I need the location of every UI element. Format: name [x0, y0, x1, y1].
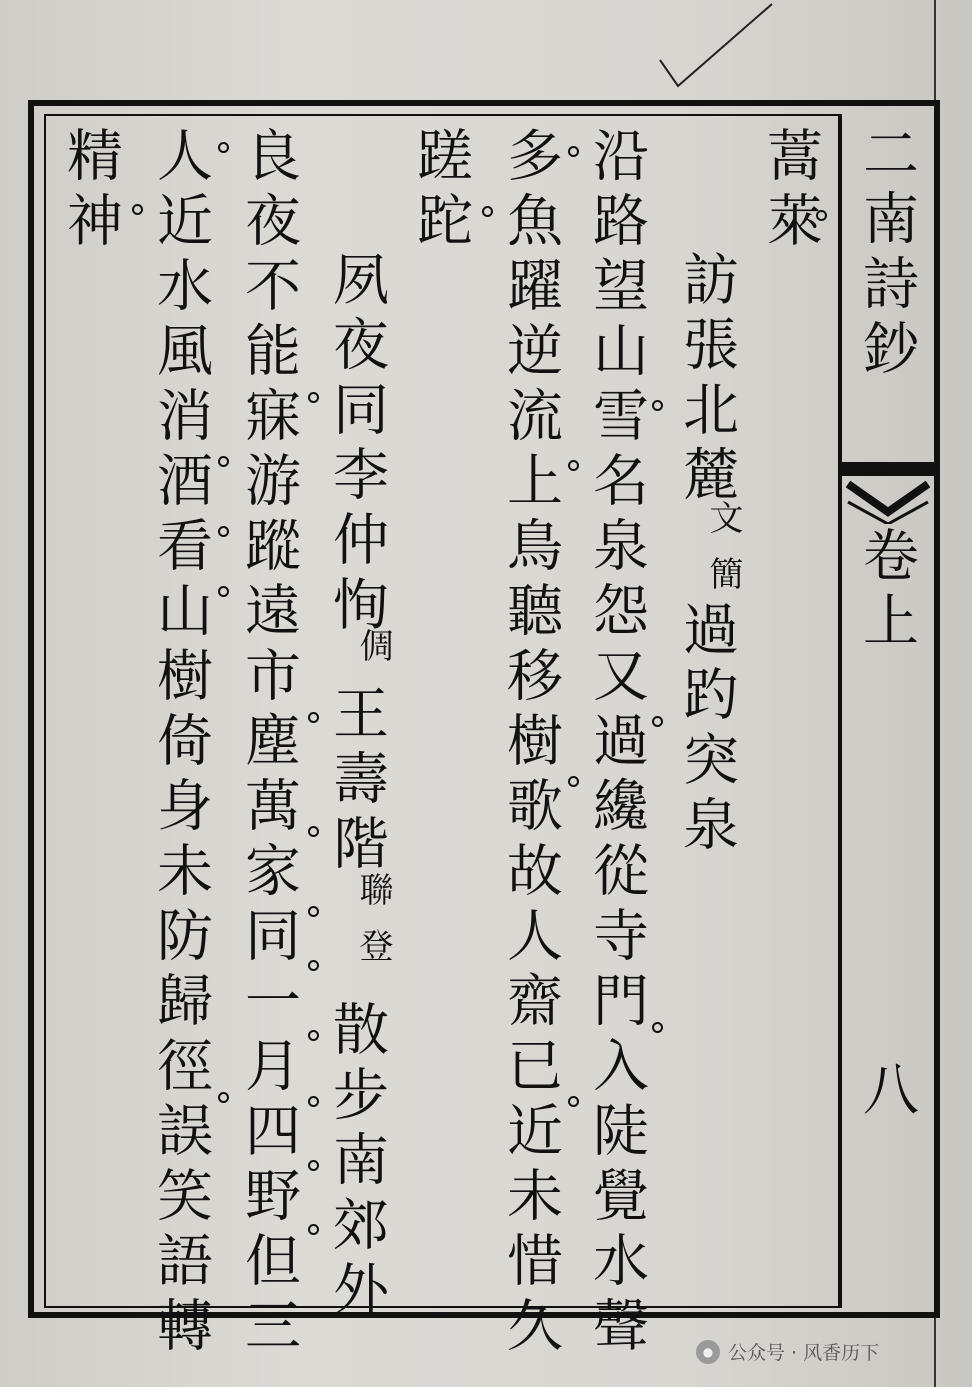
poem-title-continued: 過趵突泉	[674, 600, 739, 860]
punctuation-circle	[568, 146, 579, 157]
punctuation-circle	[132, 204, 143, 215]
punctuation-circle	[308, 1096, 319, 1107]
centerfold-line	[840, 114, 842, 1308]
page-number: 八	[854, 1060, 919, 1125]
punctuation-circle	[652, 1022, 663, 1033]
author-note: 文簡	[703, 500, 743, 612]
punctuation-circle	[308, 392, 319, 403]
volume-label: 卷上	[854, 526, 919, 656]
punctuation-circle	[652, 716, 663, 727]
text-column-5: 良夜不能寐游蹤遠市塵萬家同一月四野但三	[236, 126, 301, 1361]
punctuation-circle	[218, 456, 229, 467]
punctuation-circle	[308, 960, 319, 971]
pen-stroke-mark	[640, 0, 780, 100]
punctuation-circle	[218, 142, 229, 153]
text-column-2: 沿路望山雪名泉怨又過纔從寺門入陡覺水聲	[584, 126, 649, 1361]
author-note-3: 聯登	[353, 872, 393, 984]
punctuation-circle	[482, 206, 493, 217]
poem-title: 訪張北麓	[674, 250, 739, 510]
watermark-text: 公众号 · 风香历下	[728, 1342, 880, 1364]
poem-title-2-continued: 散步南郊外	[324, 1000, 389, 1325]
poem-title-2: 夙夜同李仲恂	[324, 250, 389, 640]
punctuation-circle	[218, 586, 229, 597]
punctuation-circle	[568, 776, 579, 787]
punctuation-circle	[816, 210, 827, 221]
punctuation-circle	[308, 906, 319, 917]
wechat-icon: ●	[696, 1340, 720, 1364]
punctuation-circle	[218, 1092, 229, 1103]
punctuation-circle	[308, 826, 319, 837]
book-title: 二南詩鈔	[854, 124, 919, 384]
text-column-3: 多魚躍逆流上鳥聽移樹歌故人齋已近未惜久	[498, 126, 563, 1361]
punctuation-circle	[308, 1224, 319, 1235]
punctuation-circle	[308, 1160, 319, 1171]
punctuation-circle	[652, 400, 663, 411]
punctuation-circle	[308, 1030, 319, 1041]
watermark	[696, 1338, 879, 1365]
text-column-6: 人近水風消酒看山樹倚身未防歸徑誤笑語轉	[148, 126, 213, 1361]
text-column-7: 精神	[58, 126, 123, 256]
fishtail-ornament	[842, 462, 934, 524]
punctuation-circle	[308, 712, 319, 723]
author-note-2: 倜	[353, 628, 393, 684]
punctuation-circle	[218, 526, 229, 537]
text-column-1: 蒿萊	[758, 126, 823, 256]
punctuation-circle	[568, 1096, 579, 1107]
punctuation-circle	[568, 460, 579, 471]
text-column-4: 蹉跎	[408, 126, 473, 256]
poem-title-2-name: 王壽階	[324, 684, 389, 879]
